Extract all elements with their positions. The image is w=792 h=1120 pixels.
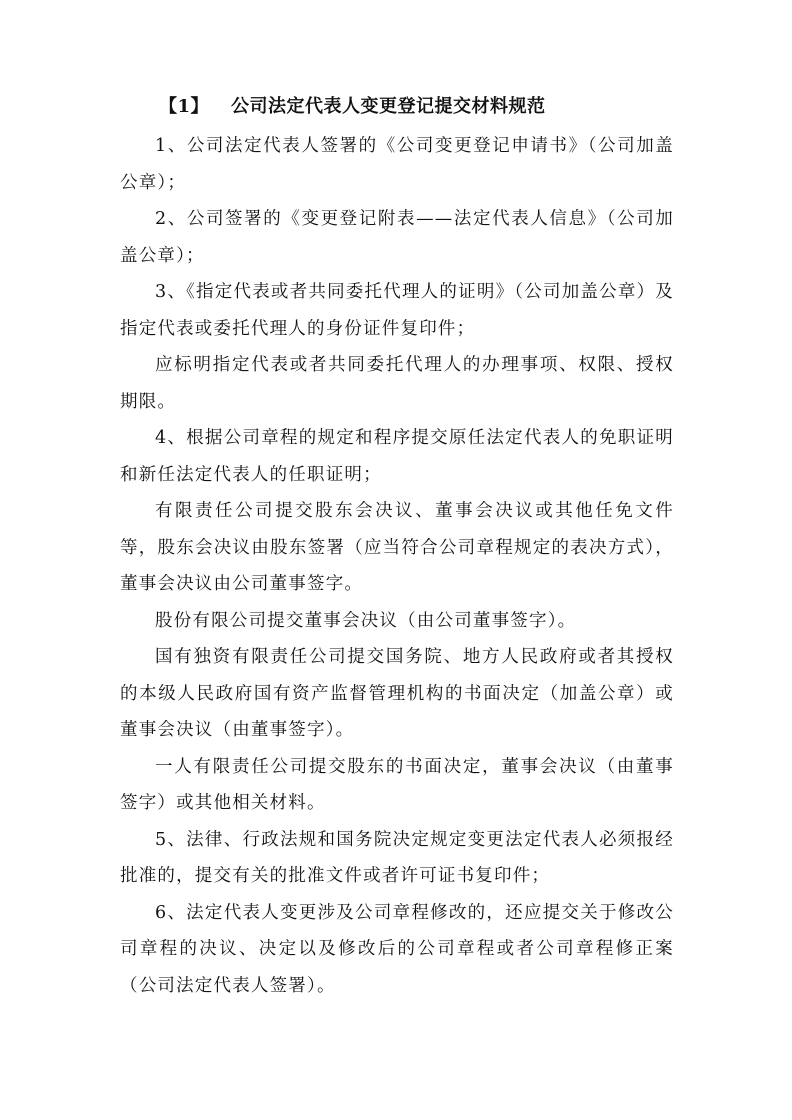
document-title xyxy=(159,92,546,118)
title-text: 公司法定代表人变更登记提交材料规范 xyxy=(231,96,546,117)
paragraph-item-3: 3、《指定代表或者共同委托代理人的证明》（公司加盖公章）及指定代表或委托代理人的身份证件复印件； xyxy=(120,282,674,339)
paragraph-item-4: 4、根据公司章程的规定和程序提交原任法定代表人的免职证明和新任法定代表人的任职证明； xyxy=(120,428,674,485)
paragraph-item-4-soe: 国有独资有限责任公司提交国务院、地方人民政府或者其授权的本级人民政府国有资产监督管理机构的书面决定（加盖公章）或董事会决议（由董事签字）。 xyxy=(120,647,674,740)
paragraph-item-4-single: 一人有限责任公司提交股东的书面决定，董事会决议（由董事签字）或其他相关材料。 xyxy=(120,756,674,813)
paragraph-item-3-note: 应标明指定代表或者共同委托代理人的办理事项、权限、授权期限。 xyxy=(120,355,674,412)
paragraph-item-1: 1、公司法定代表人签署的《公司变更登记申请书》（公司加盖公章）； xyxy=(120,136,674,193)
paragraph-item-4-llc: 有限责任公司提交股东会决议、董事会决议或其他任免文件等，股东会决议由股东签署（应当符合公司章程规定的表决方式），董事会决议由公司董事签字。 xyxy=(120,501,674,594)
paragraph-item-6: 6、法定代表人变更涉及公司章程修改的，还应提交关于修改公司章程的决议、决定以及修改后的公司章程或者公司章程修正案（公司法定代表人签署）。 xyxy=(120,902,674,996)
paragraph-item-5: 5、法律、行政法规和国务院决定规定变更法定代表人必须报经批准的，提交有关的批准文件或者许可证书复印件； xyxy=(120,829,674,886)
document-body xyxy=(120,128,674,1004)
paragraph-item-4-jsc: 股份有限公司提交董事会决议（由公司董事签字）。 xyxy=(155,610,577,631)
paragraph-item-2: 2、公司签署的《变更登记附表——法定代表人信息》（公司加盖公章）； xyxy=(120,209,674,266)
title-number: 【1】 xyxy=(159,96,210,117)
